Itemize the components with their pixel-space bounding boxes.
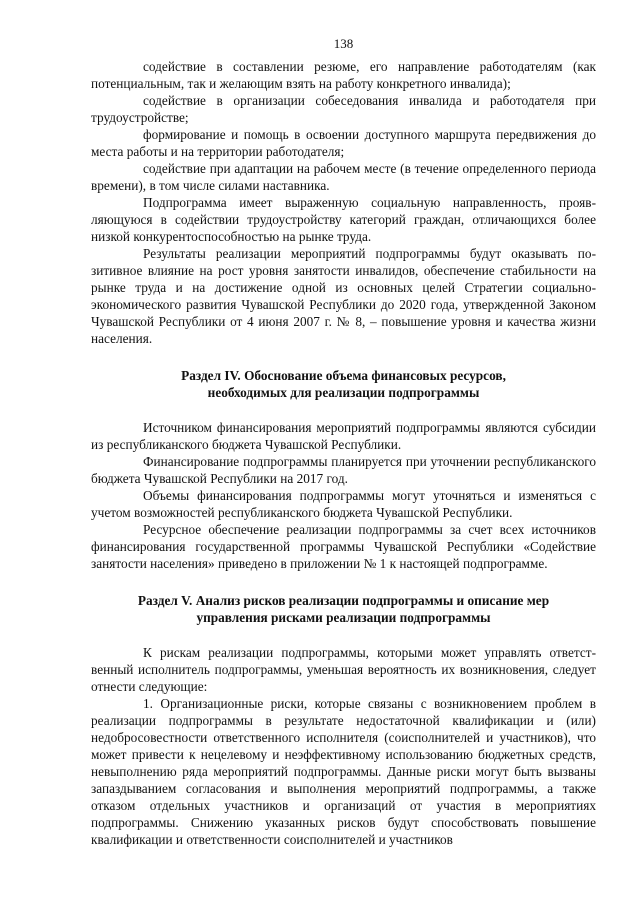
paragraph-funding-plan: Финансирование подпрограммы планируется при уточнении республиканского бюджета Чувашской Республики на 2017 год. [91,454,596,486]
section-heading-iv-line-1: Раздел IV. Обоснование объема финансовых ресурсов, [181,368,506,383]
paragraph-funding-source: Источником финансирования мероприятий подпрограммы являются субсидии из республиканского бюджета Чувашской Республики. [91,420,596,452]
paragraph-social-focus: Подпрограмма имеет выраженную социальную направленность, проявляющуюся в содействии трудоустройству категорий граждан, отличающихся более низкой конкурентоспособностью на рынке труда. [91,195,596,244]
paragraph-risks-intro: К рискам реализации подпрограммы, которыми может управлять ответственный исполнитель подпрограммы, уменьшая вероятность их возникновения, следует отнести следующие: [91,645,596,694]
section-heading-v-line-2: управления рисками реализации подпрограммы [196,610,491,625]
section-heading-iv-line-2: необходимых для реализации подпрограммы [207,385,480,400]
list-item-resume: содействие в составлении резюме, его направление работодателям (как потенциальным, так и желающим взять на работу конкретного инвалида); [91,59,596,91]
paragraph-organizational-risks: 1. Организационные риски, которые связаны с возникновением проблем в реализации подпрограммы в результате недостаточной квалификации и (или) недобросовестности ответственного исполнителя (соисполнителей и участников), что может привести к нецелевому и неэффективному использованию бюджетных средств, невыполнению ряда мероприятий подпрограммы. Данные риски могут быть вызваны запаздыванием согласования и выполнения мероприятий подпрограммы, а также отказом отдельных участников и организаций от участия в мероприятиях подпрограммы. Снижению указанных рисков будут способствовать повышение квалификации и ответственности соисполнителей и участников [91,696,596,847]
section-heading-v-line-1: Раздел V. Анализ рисков реализации подпрограммы и описание мер [137,593,550,608]
paragraph-resource-support: Ресурсное обеспечение реализации подпрограммы за счет всех источников финансирования государственной программы Чувашской Республики «Содействие занятости населения» приведено в приложении № 1 к настоящей подпрограмме. [91,522,596,571]
list-item-adaptation: содействие при адаптации на рабочем месте (в течение определенного периода времени), в том числе силами наставника. [91,161,596,193]
section-heading-v [91,592,596,626]
document-page [91,36,596,848]
list-item-interview: содействие в организации собеседования инвалида и работодателя при трудоустройстве; [91,93,596,125]
list-item-route: формирование и помощь в освоении доступного маршрута передвижения до места работы и на территории работодателя; [91,127,596,159]
page-number: 138 [333,36,354,51]
section-heading-iv [91,367,596,401]
paragraph-funding-volume: Объемы финансирования подпрограммы могут уточняться и изменяться с учетом возможностей республиканского бюджета Чувашской Республики. [91,488,596,520]
paragraph-results: Результаты реализации мероприятий подпрограммы будут оказывать позитивное влияние на рост уровня занятости инвалидов, обеспечение стабильности на рынке труда и на достижение одной из основных целей Стратегии социально-экономического развития Чувашской Республики до 2020 года, утвержденной Законом Чувашской Республики от 4 июня 2007 г. № 8, – повышение уровня и качества жизни населения. [91,246,596,346]
